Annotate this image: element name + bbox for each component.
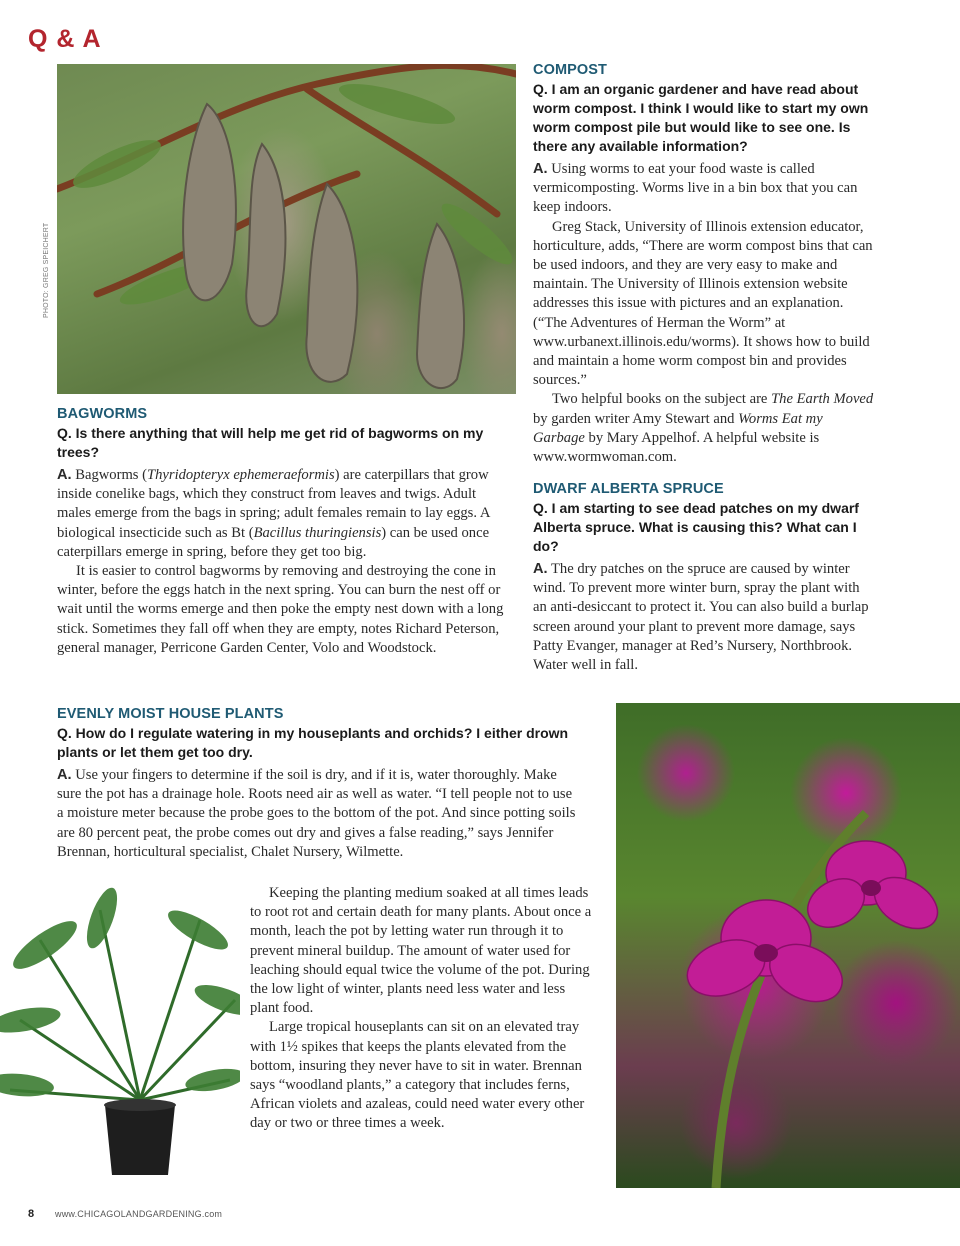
orchid-photo (616, 703, 960, 1188)
book-title: Worms Eat my Garbage (533, 410, 823, 446)
houseplants-paragraph-3: Large tropical houseplants can sit on an elevated tray with 1½ spikes that keeps the plants elevated from the bottom, insuring they never have to sit in water. Brennan says “woodland plants,” a category that includes ferns, African violets and azaleas, could need water every other day or two or three times a week. (250, 1019, 585, 1132)
spruce-label: DWARF ALBERTA SPRUCE (533, 481, 724, 497)
answer-lead: A. (57, 467, 72, 483)
compost-text: by garden writer Amy Stewart and (533, 410, 739, 427)
book-title: The Earth Moved (771, 391, 874, 408)
compost-question: Q. I am an organic gardener and have read about worm compost. I think I would like to start my own worm compost pile but would like to see one. Is there any available information? (533, 81, 869, 154)
houseplants-continued (250, 884, 595, 1134)
bagworms-text: Bagworms ( (71, 467, 147, 483)
palm-illustration (0, 880, 240, 1180)
answer-lead: A. (533, 161, 548, 177)
compost-label: COMPOST (533, 62, 608, 78)
bagworms-text: ) are caterpillars that grow inside conelike bags, which they construct from leaves and twigs. Adult males emerge from the bags in spring; adult females remain to lay eggs. A biological insecticide such as Bt ( (57, 467, 490, 541)
houseplants-paragraph-2: Keeping the planting medium soaked at all times leads to root rot and certain death for many plants. About once a month, leach the pot by letting water run through it to prevent mineral buildup. The amount of water used for leaching should equal twice the volume of the pot. During the low light of winter, plants need less water and less plant food. (250, 885, 592, 1017)
compost-text: by Mary Appelhof. A helpful website is www.wormwoman.com. (533, 429, 820, 466)
compost-article (533, 62, 875, 467)
compost-answer (533, 160, 875, 467)
spruce-paragraph-1 (533, 560, 875, 675)
orchid-illustration (616, 703, 960, 1188)
section-tag: Q & A (28, 25, 102, 53)
spruce-article (533, 481, 875, 675)
spruce-question: Q. I am starting to see dead patches on my dwarf Alberta spruce. What is causing this? What can I do? (533, 500, 859, 554)
houseplants-question: Q. How do I regulate watering in my houseplants and orchids? I either drown plants or let them get too dry. (57, 725, 569, 760)
houseplants-paragraph-1 (57, 766, 577, 862)
houseplants-answer (57, 766, 577, 862)
palm-photo (0, 880, 240, 1180)
compost-paragraph-3 (533, 390, 875, 467)
compost-paragraph-1 (533, 160, 875, 218)
bagworms-article (57, 406, 512, 658)
bagworms-paragraph-2: It is easier to control bagworms by removing and destroying the cone in winter, before the eggs hatch in the next spring. You can burn the nest off or wait until the worms emerge and then poke the empty nest down with a long stick. Sometimes they fall off when they are empty, notes Richard Peterson, general manager, Perricone Garden Center, Volo and Woodstock. (57, 563, 504, 656)
answer-lead: A. (533, 561, 548, 577)
page-number: 8 (28, 1208, 35, 1220)
bagworms-label: BAGWORMS (57, 406, 148, 422)
bagworms-text: ) can be used once caterpillars emerge in spring, before they get too big. (57, 524, 490, 560)
houseplants-label: EVENLY MOIST HOUSE PLANTS (57, 706, 284, 722)
compost-text: Using worms to eat your food waste is called vermicomposting. Worms live in a bin box that you can keep indoors. (533, 161, 858, 216)
photo-credit: PHOTO: GREG SPEICHERT (43, 222, 50, 318)
species-name: Thyridopteryx ephemeraeformis (147, 467, 335, 483)
answer-lead: A. (57, 767, 72, 783)
houseplants-article (57, 706, 577, 862)
bagworms-paragraph-1 (57, 466, 512, 562)
species-name: Bacillus thuringiensis (253, 524, 382, 541)
spruce-answer (533, 560, 875, 675)
houseplants-text: Use your fingers to determine if the soil is dry, and if it is, water thoroughly. Make sure the pot has a drainage hole. Roots need air as well as water. “I tell people not to use a moisture meter because the probe goes to the bottom of the pot. And since potting soils are 80 percent peat, the probe comes out dry and gives a false reading,” says Jennifer Brennan, horticultural specialist, Chalet Nursery, Wilmette. (57, 767, 576, 860)
footer-url: www.CHICAGOLANDGARDENING.com (55, 1209, 223, 1219)
bagworm-illustration (57, 64, 516, 394)
spruce-text: The dry patches on the spruce are caused by winter wind. To prevent more winter burn, spray the plant with an anti-desiccant to protect it. You can also build a burlap screen around your plant to prevent more damage, says Patty Evanger, manager at Red’s Nursery, Northbrook. Water well in fall. (533, 561, 869, 674)
bagworms-answer (57, 466, 512, 658)
bagworm-photo (57, 64, 516, 394)
compost-text: Two helpful books on the subject are (552, 391, 772, 408)
bagworms-question: Q. Is there anything that will help me get rid of bagworms on my trees? (57, 425, 484, 460)
compost-paragraph-2: Greg Stack, University of Illinois extension educator, horticulture, adds, “There are worm compost bins that can be used indoors, and they are very easy to make and maintain. The University of Illinois extension website addresses this issue with pictures and an explanation. (“The Adventures of Herman the Worm” at www.urbanext.illinois.edu/worms). It shows how to build and maintain a home worm compost bin and provides sources.” (533, 218, 873, 389)
